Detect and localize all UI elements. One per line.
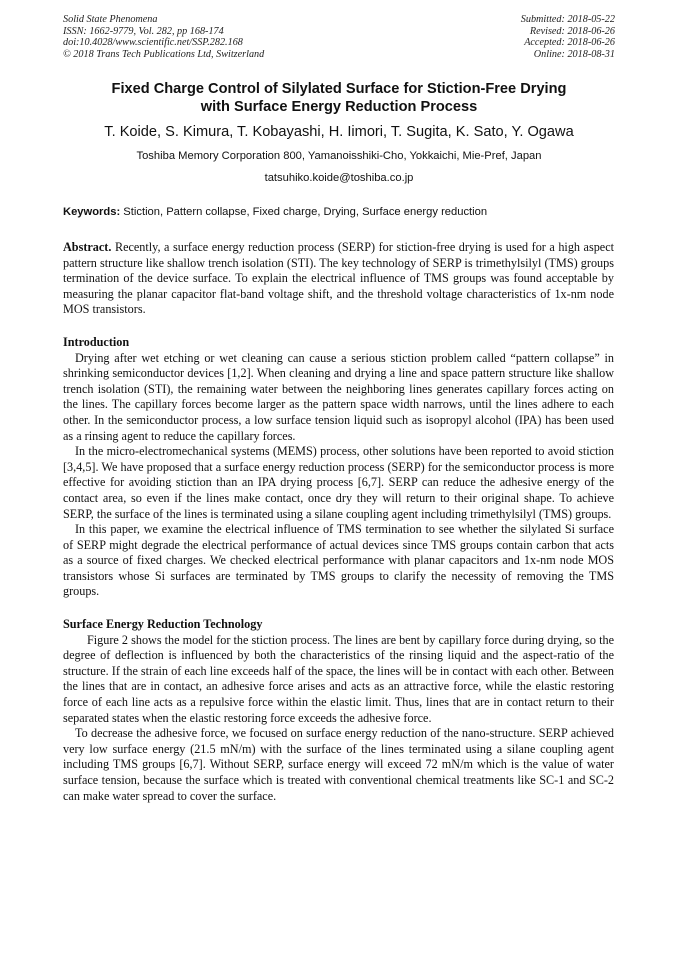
author-list: T. Koide, S. Kimura, T. Kobayashi, H. Iimori, T. Sugita, K. Sato, Y. Ogawa: [104, 124, 574, 140]
journal-copyright: © 2018 Trans Tech Publications Ltd, Switzerland: [63, 48, 265, 60]
intro-paragraph-2: In the micro-electromechanical systems (MEMS) process, other solutions have been reported to avoid stiction [3,4,5]. We have proposed that a surface energy reduction process (SERP) for the semiconductor process is more effective for avoiding stiction than an IPA drying process [6,7]. SERP can reduce the adhesive energy of the contact area, so even if the lines make contact, once dry they will return to their original shape. To achieve SERP, the surface of the lines is terminated using a silane coupling agent including trimethylsilyl (TMS) groups.: [63, 444, 614, 521]
section-heading-serp: Surface Energy Reduction Technology: [63, 617, 263, 632]
intro-paragraph-1: Drying after wet etching or wet cleaning can cause a serious stiction problem called “pattern collapse” in shrinking semiconductor devices [1,2]. When cleaning and drying a line and space pattern structure like shallow trench isolation (STI), the remaining water between the neighboring lines generates capillary forces acting on the lines. The capillary forces become larger as the pattern space width narrows, until the lines adhere to each other. In the semiconductor process, a low surface tension liquid such as isopropyl alcohol (IPA) has been used as a rinsing agent to reduce the capillary forces.: [63, 350, 614, 443]
intro-paragraph-3: In this paper, we examine the electrical influence of TMS termination to see whether the silylated Si surface of SERP might degrade the electrical performance of actual devices since TMS groups contain carbon that acts as a source of fixed charges. We checked electrical performance with planar capacitors and 1x-nm node MOS transistors whose Si surfaces are terminated by TMS groups to clarify the necessity of removing the TMS groups.: [63, 522, 614, 599]
section-heading-introduction: Introduction: [63, 334, 130, 349]
keywords: [63, 205, 623, 220]
title-line-1: Fixed Charge Control of Silylated Surface for Stiction-Free Drying: [111, 81, 567, 97]
date-revised: Revised: 2018-06-26: [529, 25, 615, 37]
keywords-text: Stiction, Pattern collapse, Fixed charge, Drying, Surface energy reduction: [120, 206, 488, 218]
paper-body: [63, 240, 614, 804]
journal-issn: ISSN: 1662-9779, Vol. 282, pp 168-174: [63, 25, 224, 37]
date-accepted: Accepted: 2018-06-26: [524, 37, 615, 48]
serp-paragraph-1: Figure 2 shows the model for the stiction process. The lines are bent by capillary force during drying, so the degree of deflection is influenced by both the characteristics of the rinsing liquid and the aspect-ratio of the structure. If the strain of each line exceeds half of the space, the lines will be in contact with each other. Between the lines that are in contact, an adhesive force arises and acts as an attractive force, while the elastic restoring force of each line acts as a repulsive force within the elastic limit. Thus, lines that are in contact return to their separated states when the elastic restoring force exceeds the adhesive force.: [63, 632, 614, 725]
affiliation: Toshiba Memory Corporation 800, Yamanoisshiki-Cho, Yokkaichi, Mie-Pref, Japan: [136, 150, 542, 162]
journal-doi: doi:10.4028/www.scientific.net/SSP.282.168: [63, 37, 243, 48]
submission-dates: [521, 14, 615, 60]
serp-paragraph-2: To decrease the adhesive force, we focused on surface energy reduction of the nano-structure. SERP achieved very low surface energy (21.5 mN/m) with the surface of the lines terminated using a silane coupling agent including TMS groups [6,7]. Without SERP, surface energy will exceed 72 mN/m which is the value of water surface tension, because the surface which is treated with conventional chemical treatments like SC-1 and SC-2 can make water spread to cover the surface.: [63, 726, 614, 803]
date-submitted: Submitted: 2018-05-22: [520, 14, 615, 25]
date-online: Online: 2018-08-31: [533, 48, 615, 60]
abstract-text: Recently, a surface energy reduction process (SERP) for stiction-free drying is used for a high aspect pattern structure like shallow trench isolation (STI). The key technology of SERP is trimethylsilyl (TMS) groups termination of the device surface. To explain the electrical influence of TMS groups was found acceptable by measuring the planar capacitor flat-band voltage shift, and the threshold voltage characteristics of 1x-nm node MOS transistors.: [63, 240, 614, 317]
title-line-2: with Surface Energy Reduction Process: [200, 99, 478, 115]
keywords-label: Keywords:: [63, 206, 121, 218]
paper-title: [40, 80, 638, 116]
journal-info: [63, 14, 264, 60]
journal-name: Solid State Phenomena: [63, 14, 158, 25]
contact-email: tatsuhiko.koide@toshiba.co.jp: [264, 172, 414, 184]
abstract: [63, 240, 614, 318]
abstract-label: Abstract.: [63, 240, 112, 254]
